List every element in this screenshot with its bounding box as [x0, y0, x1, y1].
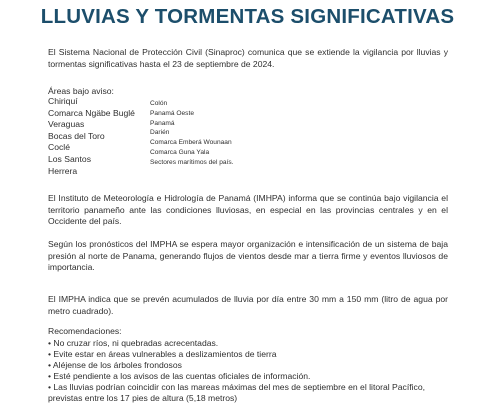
- areas-heading: Áreas bajo aviso:: [48, 86, 114, 96]
- area-item: Chiriquí: [48, 96, 78, 106]
- area-item: Colón: [150, 100, 168, 107]
- recommendation-item: • Aléjense de los árboles frondosos: [48, 360, 182, 370]
- recommendations-heading: Recomendaciones:: [48, 326, 122, 336]
- area-item: Panamá Oeste: [150, 109, 194, 117]
- recommendation-item: • Esté pendiente a los avisos de las cuentas oficiales de información.: [48, 371, 311, 381]
- areas-list-right: [150, 99, 234, 168]
- area-item: Herrera: [48, 165, 78, 176]
- area-item: Comarca Guna Yala: [150, 148, 210, 156]
- recommendation-item: • No cruzar ríos, ni quebradas acrecentadas.: [48, 338, 219, 348]
- area-item: Comarca Ngäbe Buglé: [48, 107, 135, 118]
- area-item: Darién: [150, 129, 170, 137]
- area-item: Coclé: [48, 142, 70, 153]
- forecast-paragraph: Según los pronósticos del IMPHA se espera mayor organización e intensificación de un sistema de baja presión al norte de Panama, generando flujos de vientos desde mar a tierra firme y eventos lluviosos de importancia.: [48, 239, 448, 273]
- area-item: Los Santos: [48, 153, 91, 164]
- recommendation-item: • Las lluvias podrían coincidir con las mareas máximas del mes de septiembre en el litoral Pacífico,: [48, 382, 426, 392]
- recommendation-item: previstas entre los 17 pies de altura (5,18 metros): [48, 393, 238, 403]
- recommendations-list: [48, 338, 448, 404]
- document-title: LLUVIAS Y TORMENTAS SIGNIFICATIVAS: [40, 5, 455, 28]
- area-item: Bocas del Toro: [48, 130, 105, 141]
- area-item: Comarca Emberá Wounaan: [150, 139, 232, 147]
- area-item: Panamá: [150, 119, 175, 127]
- imhpa-paragraph: El Instituto de Meteorología e Hidrología de Panamá (IMHPA) informa que se continúa bajo vigilancia el territorio panameño ante las condiciones lluviosas, en especial en las provincias centrales y en el Occidente del país.: [48, 193, 448, 227]
- area-item: Veraguas: [48, 119, 85, 130]
- areas-list-left: [48, 96, 135, 177]
- intro-paragraph: El Sistema Nacional de Protección Civil (Sinaproc) comunica que se extiende la vigilancia por lluvias y tormentas significativas hasta el 23 de septiembre de 2024.: [48, 47, 448, 69]
- area-item: Sectores marítimos del país.: [150, 158, 234, 166]
- recommendation-item: • Evite estar en áreas vulnerables a deslizamientos de tierra: [48, 349, 277, 359]
- rainfall-paragraph: El IMPHA indica que se prevén acumulados de lluvia por día entre 30 mm a 150 mm (litro de agua por metro cuadrado).: [48, 294, 448, 316]
